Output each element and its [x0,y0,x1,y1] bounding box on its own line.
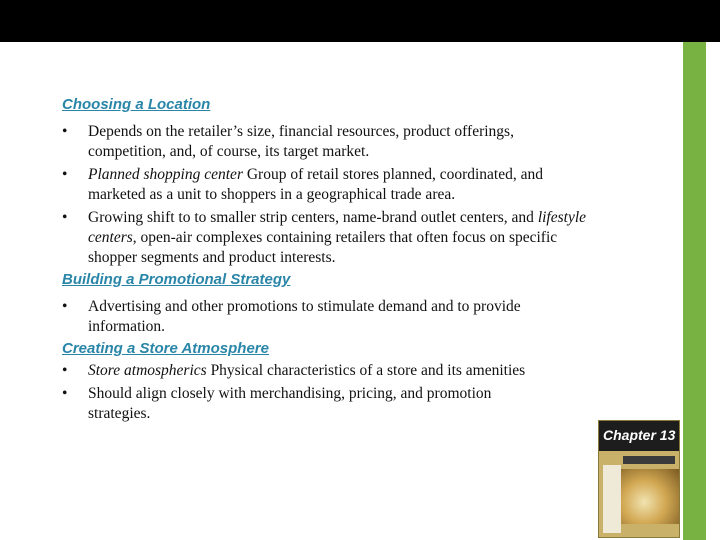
top-bar [0,0,720,42]
bullet-text: Physical characteristics of a store and its amenities [206,362,526,379]
green-accent-bar [683,42,706,540]
slide-content [62,96,672,424]
bullet-text: , open-air complexes containing retailers that often focus on specific [132,229,558,246]
bullet-dot: • [62,166,68,183]
bullet-text: Growing shift to to smaller strip centers, name-brand outlet centers, and [88,209,538,226]
bullet-item [62,297,672,337]
bullet-text: strategies. [88,405,151,422]
bullet-item [62,165,672,205]
book-cover-photo [621,469,679,524]
book-side-panel [603,465,621,533]
edge-strip [706,42,720,540]
bullet-dot: • [62,123,68,140]
bullet-text: Depends on the retailer’s size, financial resources, product offerings, [88,123,514,140]
book-title: Chapter 13 [603,427,676,443]
term-text: centers [88,229,133,246]
term-text: Store atmospherics [88,362,207,379]
bullet-item [62,122,672,162]
bullet-item [62,208,672,268]
bullet-text: Group of retail stores planned, coordinated, and [242,166,543,183]
book-subtitle-bar [623,456,675,464]
bullet-text: information. [88,318,166,335]
bullet-text: Advertising and other promotions to stimulate demand and to provide [88,298,521,315]
bullet-text: shopper segments and product interests. [88,249,336,266]
term-text: Planned shopping center [88,166,243,183]
heading-promotional-strategy: Building a Promotional Strategy [62,271,291,288]
bullet-text: competition, and, of course, its target market. [88,143,370,160]
bullet-dot: • [62,298,68,315]
bullet-dot: • [62,209,68,226]
bullet-item [62,361,672,381]
bullet-text: Should align closely with merchandising, pricing, and promotion [88,385,492,402]
bullet-dot: • [62,362,68,379]
bullet-text: marketed as a unit to shoppers in a geographical trade area. [88,186,456,203]
term-text: lifestyle [537,209,587,226]
bullet-item [62,384,672,424]
heading-store-atmosphere: Creating a Store Atmosphere [62,340,269,357]
chapter-book-cover [598,420,680,538]
heading-choosing-location: Choosing a Location [62,96,211,113]
bullet-dot: • [62,385,68,402]
